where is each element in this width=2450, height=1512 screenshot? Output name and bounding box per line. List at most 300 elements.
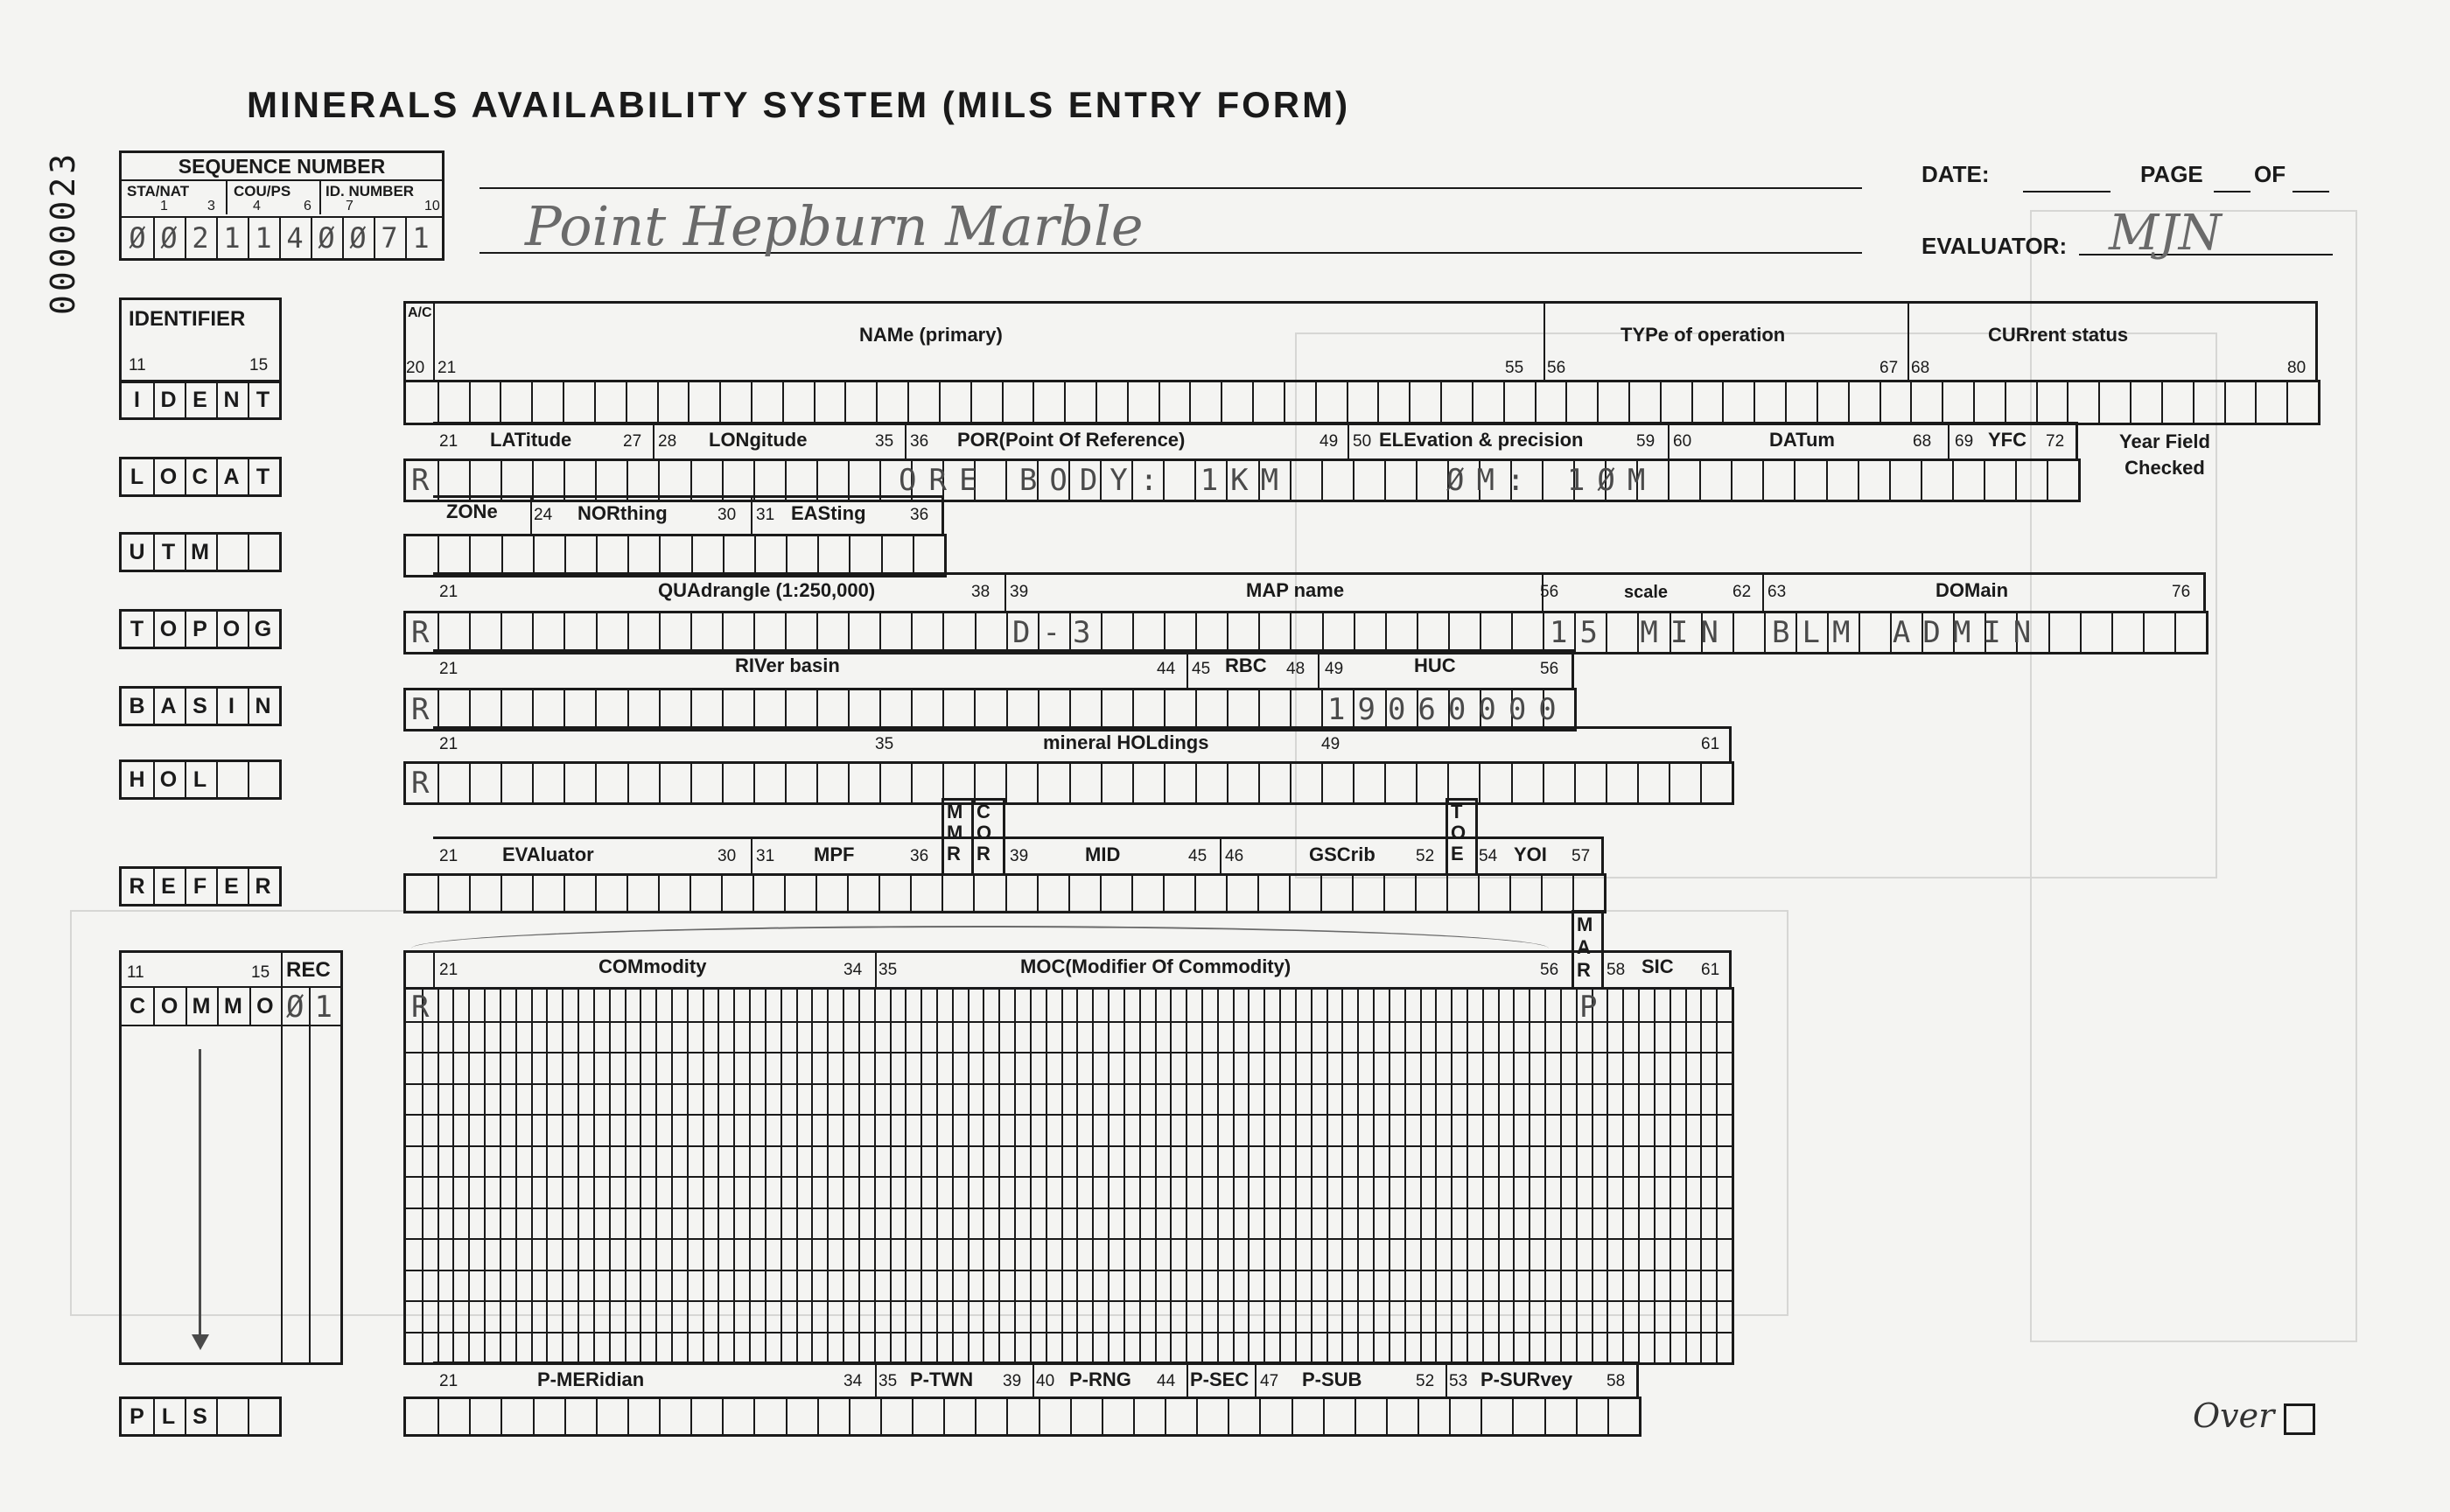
map-name-value: D-3 <box>1012 615 1103 650</box>
hol-cell-divider <box>942 764 944 802</box>
hol-cell-divider <box>1543 764 1544 802</box>
ident-cell-divider <box>1754 382 1755 423</box>
hol-cell-divider <box>1195 764 1197 802</box>
sequence-number-box: SEQUENCE NUMBER STA/NAT COU/PS ID. NUMBER 1 3 4 6 7 10 Ø Ø 2 1 1 4 Ø Ø 7 1 <box>119 150 444 261</box>
easting-label: EASting <box>791 502 866 524</box>
commo-row-divider <box>406 1114 1732 1116</box>
refer-cell-divider <box>942 876 943 911</box>
mar-value: P <box>1579 990 1598 1025</box>
down-arrow-icon <box>199 1049 201 1338</box>
refer-cell-divider <box>1005 876 1007 911</box>
basin-cell-divider <box>1258 690 1260 729</box>
locat-cell-divider <box>1668 461 1670 500</box>
row-code-letter: R <box>129 873 146 899</box>
pls-cell-divider <box>1354 1399 1356 1434</box>
commo-row-divider <box>406 1300 1732 1302</box>
refer-cell-divider <box>1383 876 1385 911</box>
refer-cell-divider <box>500 876 502 911</box>
row-code-letter <box>248 1399 279 1434</box>
quadrangle-label: QUAdrangle (1:250,000) <box>658 579 876 601</box>
cor-label: COR <box>976 801 992 864</box>
locat-cell-divider <box>1826 461 1828 500</box>
mar-label: MAR <box>1577 914 1593 981</box>
hol-cell-divider <box>690 764 692 802</box>
ident-cell-divider <box>782 382 784 423</box>
river-basin-label: RIVer basin <box>735 654 840 676</box>
ident-cell-divider <box>719 382 721 423</box>
topog-cell-divider <box>1227 613 1228 652</box>
row-code-letter: L <box>130 464 145 489</box>
basin-cell-divider <box>1069 690 1071 729</box>
topog-cell-divider <box>1511 613 1513 652</box>
utm-grid[interactable] <box>403 534 947 578</box>
topog-cell-divider <box>722 613 724 652</box>
topog-cell-divider <box>942 613 944 652</box>
topog-cell-divider <box>690 613 692 652</box>
refer-cell-divider <box>1226 876 1228 911</box>
pls-cell-divider <box>912 1399 914 1434</box>
date-label: DATE: <box>1922 161 1990 187</box>
pls-cell-divider <box>564 1399 566 1434</box>
refer-cell-divider <box>1509 876 1511 911</box>
topog-cell-divider <box>1290 613 1292 652</box>
ident-cell-divider <box>1032 382 1034 423</box>
pls-cell-divider <box>817 1399 819 1434</box>
row-code-pls <box>119 1396 282 1437</box>
topog-cell-divider <box>2111 613 2113 652</box>
refer-cell-divider <box>752 876 754 911</box>
row-code-letter: O <box>159 616 178 641</box>
pls-cell-divider <box>533 1399 535 1434</box>
utm-cell-divider <box>659 536 661 575</box>
topog-cell-divider <box>2048 613 2050 652</box>
locat-cell-divider <box>785 461 787 500</box>
row-code-topog <box>119 609 282 649</box>
refer-cell-divider <box>1352 876 1354 911</box>
pls-cell-divider <box>722 1399 724 1434</box>
hol-cell-divider <box>1479 764 1480 802</box>
pls-cell-divider <box>1544 1399 1546 1434</box>
row-code-letter: N <box>223 387 241 412</box>
commo-code-letter: M <box>192 993 211 1018</box>
form-paper: MINERALS AVAILABILITY SYSTEM (MILS ENTRY FORM) 0000023 SEQUENCE NUMBER STA/NAT COU/PS ID. NUMBER 1 3 4 6 7 10 Ø Ø 2 1 1 4 Ø Ø 7 1 Point Hepburn Marble DATE: PAGE OF EVALUATOR: MJN IDENTIFIER 11 15 I D E N T L O C A T U T M T O P O G B A S I N H O L R E F E R P L S A/C 20 21 NAMe (primary) 55 56 TYPe of operation 67 68 CURrent status 80 21 LATitude 27 28 LONgitude 35 36 POR(Point Of Reference) 49 50 ELEvation & precision 59 60 DATum 68 69 YFC 72 Year Field Checked R ORE BODY: 1KM ØM: 1ØM ZONe 24 NORthing 30 31 EASting 36 21 QUAdrangle (1:250,000) 38 39 MAP name 56 scale 62 63 DOMain 76 R D-3 15 MIN BLM ADMIN 21 RIVer basin 44 45 RBC 48 49 HUC 56 R 19060000 21 35 mineral HOLdings 49 61 R 21 EVAluator 30 31 MPF 36 MMR COR 39 MID 45 46 GSCrib 52 TOE 54 YOI 57 11 15 REC Ø1 C O M M O 21 COMmodity 34 35 MOC(Modifier Of Commodity) 56 MAR 58 SIC 61 R P 21 P-MERidian 34 35 P-TWN 39 40 P-RNG 44 P-SEC 47 P-SUB 52 53 P-SURvey 58 Over <box>0 0 2450 1512</box>
pls-cell-divider <box>659 1399 661 1434</box>
ident-cell-divider <box>1284 382 1285 423</box>
domain-value: BLM ADMIN <box>1772 615 2044 650</box>
hol-cell-divider <box>1669 764 1670 802</box>
page-label: PAGE <box>2140 161 2203 187</box>
hol-cell-divider <box>1164 764 1166 802</box>
refer-cell-divider <box>1131 876 1133 911</box>
hol-cell-divider <box>1290 764 1292 802</box>
ident-cell-divider <box>1691 382 1693 423</box>
hol-ac-value: R <box>411 766 442 801</box>
hol-cell-divider <box>1353 764 1354 802</box>
hol-cell-divider <box>816 764 818 802</box>
mineral-holdings-label: mineral HOLdings <box>1043 732 1209 753</box>
utm-cell-divider <box>469 536 471 575</box>
pls-cell-divider <box>1228 1399 1229 1434</box>
row-code-letter: G <box>254 616 273 641</box>
refer-cell-divider <box>1541 876 1543 911</box>
ident-cell-divider <box>876 382 878 423</box>
domain-label: DOMain <box>1936 579 2009 601</box>
ident-cell-divider <box>1597 382 1599 423</box>
topog-cell-divider <box>1132 613 1134 652</box>
locat-cell-divider <box>1952 461 1954 500</box>
ident-cell-divider <box>1315 382 1317 423</box>
hol-cell-divider <box>1700 764 1702 802</box>
ident-cell-divider <box>469 382 471 423</box>
ident-cell-divider <box>2224 382 2226 423</box>
refer-cell-divider <box>1100 876 1102 911</box>
elevation-label: ELEvation & precision <box>1379 429 1584 451</box>
row-code-letter: P <box>130 1404 145 1429</box>
topog-cell-divider <box>1417 613 1418 652</box>
utm-cell-divider <box>627 536 629 575</box>
ident-cell-divider <box>1409 382 1410 423</box>
commo-code-letter: O <box>160 993 178 1018</box>
hol-cell-divider <box>1227 764 1228 802</box>
hol-cell-divider <box>564 764 565 802</box>
p-rng-label: P-RNG <box>1069 1368 1131 1390</box>
utm-cell-divider <box>723 536 724 575</box>
sequence-digit: 1 <box>223 221 241 255</box>
hol-cell-divider <box>1069 764 1071 802</box>
locat-cell-divider <box>658 461 660 500</box>
basin-cell-divider <box>974 690 976 729</box>
ident-cell-divider <box>844 382 846 423</box>
row-code-hol <box>119 760 282 800</box>
ident-cell-divider <box>1816 382 1818 423</box>
pls-cell-divider <box>1165 1399 1166 1434</box>
hol-cell-divider <box>974 764 976 802</box>
hol-cell-divider <box>1132 764 1134 802</box>
hol-cell-divider <box>1258 764 1260 802</box>
ident-cell-divider <box>1910 382 1912 423</box>
commo-row-divider <box>406 1238 1732 1240</box>
of-label: OF <box>2254 161 2286 187</box>
topog-cell-divider <box>1322 613 1324 652</box>
ident-cell-divider <box>2067 382 2068 423</box>
ident-cell-divider <box>814 382 816 423</box>
utm-cell-divider <box>691 536 693 575</box>
pls-cell-divider <box>1386 1399 1388 1434</box>
pls-cell-divider <box>438 1399 439 1434</box>
huc-value: 19060000 <box>1327 692 1569 727</box>
refer-cell-divider <box>658 876 660 911</box>
topog-cell-divider <box>1543 613 1544 652</box>
refer-cell-divider <box>816 876 817 911</box>
topog-cell-divider <box>848 613 850 652</box>
sic-label: SIC <box>1642 956 1674 977</box>
refer-grid[interactable] <box>403 873 1606 914</box>
refer-cell-divider <box>1320 876 1322 911</box>
row-code-letter: T <box>256 464 271 489</box>
ident-grid[interactable] <box>403 380 2320 425</box>
pls-cell-divider <box>1323 1399 1325 1434</box>
name-primary-label: NAMe (primary) <box>859 324 1003 346</box>
ident-cell-divider <box>1189 382 1191 423</box>
basin-ac-value: R <box>411 692 442 727</box>
gscrib-label: GSCrib <box>1309 844 1376 865</box>
ident-cell-divider <box>939 382 941 423</box>
pls-cell-divider <box>596 1399 598 1434</box>
row-code-letter: T <box>161 539 177 564</box>
pls-cell-divider <box>1449 1399 1451 1434</box>
ident-cell-divider <box>1880 382 1881 423</box>
ident-cell-divider <box>1973 382 1975 423</box>
row-code-letter: R <box>255 873 272 899</box>
locat-cell-divider <box>753 461 755 500</box>
hol-cell-divider <box>1511 764 1513 802</box>
row-code-letter: E <box>192 387 208 412</box>
topog-grid[interactable] <box>403 611 2208 654</box>
row-code-letter: S <box>192 1404 208 1429</box>
header-line-top <box>480 187 1862 189</box>
hol-grid[interactable] <box>403 761 1734 805</box>
commo-code-letter: M <box>223 993 242 1018</box>
row-code-letter: P <box>192 616 208 641</box>
topog-cell-divider <box>1195 613 1197 652</box>
p-sec-label: P-SEC <box>1190 1368 1250 1390</box>
scale-label: scale <box>1624 583 1669 602</box>
locat-cell-divider <box>1699 461 1701 500</box>
mid-label: MID <box>1085 844 1121 865</box>
utm-cell-divider <box>438 536 439 575</box>
refer-cell-divider <box>626 876 628 911</box>
utm-cell-divider <box>754 536 756 575</box>
pls-cell-divider <box>500 1399 502 1434</box>
ac-label: A/C <box>408 305 432 320</box>
pls-cell-divider <box>975 1399 976 1434</box>
refer-cell-divider <box>1478 876 1480 911</box>
locat-cell-divider <box>1984 461 1985 500</box>
locat-cell-divider <box>816 461 818 500</box>
basin-cell-divider <box>911 690 913 729</box>
utm-cell-divider <box>564 536 566 575</box>
refer-cell-divider <box>532 876 534 911</box>
topog-cell-divider <box>469 613 471 652</box>
latitude-label: LATitude <box>490 429 572 451</box>
sequence-digit: Ø <box>349 221 367 255</box>
basin-cell-divider <box>627 690 629 729</box>
pls-cell-divider <box>786 1399 788 1434</box>
locat-cell-divider <box>1889 461 1891 500</box>
ident-cell-divider <box>1002 382 1004 423</box>
sequence-digit: Ø <box>318 221 335 255</box>
locat-cell-divider <box>1321 461 1323 500</box>
evaluator-field-label: EVAluator <box>502 844 594 865</box>
basin-cell-divider <box>1227 690 1228 729</box>
topog-cell-divider <box>1164 613 1166 652</box>
yfc-label: YFC <box>1988 429 2026 451</box>
datum-label: DATum <box>1769 429 1835 451</box>
year-field-checked-note: Year Field Checked <box>2119 430 2210 479</box>
commo-row-divider <box>406 1145 1732 1147</box>
commo-row-divider <box>406 1052 1732 1054</box>
utm-cell-divider <box>533 536 535 575</box>
ident-cell-divider <box>907 382 909 423</box>
refer-cell-divider <box>690 876 691 911</box>
topog-cell-divider <box>753 613 755 652</box>
hol-cell-divider <box>1384 764 1386 802</box>
longitude-label: LONgitude <box>709 429 808 451</box>
ident-cell-divider <box>563 382 564 423</box>
evaluator-label: EVALUATOR: <box>1922 233 2068 259</box>
utm-cell-divider <box>913 536 914 575</box>
evaluator-value: MJN <box>2109 205 2222 262</box>
hol-cell-divider <box>1321 764 1323 802</box>
locat-cell-divider <box>1353 461 1354 500</box>
over-label: Over <box>2193 1396 2275 1435</box>
locat-cell-divider <box>532 461 534 500</box>
refer-cell-divider <box>784 876 786 911</box>
pls-cell-divider <box>690 1399 692 1434</box>
ident-cell-divider <box>438 382 439 423</box>
refer-cell-divider <box>973 876 975 911</box>
p-sub-label: P-SUB <box>1302 1368 1362 1390</box>
over-checkbox[interactable] <box>2284 1404 2315 1435</box>
topog-cell-divider <box>975 613 976 652</box>
ident-cell-divider <box>2193 382 2194 423</box>
basin-cell-divider <box>532 690 534 729</box>
hol-cell-divider <box>500 764 502 802</box>
locat-cell-divider <box>1762 461 1764 500</box>
ident-cell-divider <box>1440 382 1442 423</box>
locat-ac-value: R <box>411 463 442 498</box>
locat-cell-divider <box>1731 461 1732 500</box>
ident-cell-divider <box>500 382 501 423</box>
ident-cell-divider <box>1565 382 1567 423</box>
basin-cell-divider <box>690 690 692 729</box>
row-code-letter: F <box>192 873 208 899</box>
basin-grid[interactable] <box>403 688 1577 732</box>
hol-cell-divider <box>722 764 724 802</box>
topog-cell-divider <box>596 613 598 652</box>
ident-cell-divider <box>1127 382 1129 423</box>
topog-cell-divider <box>879 613 881 652</box>
topog-cell-divider <box>1448 613 1450 652</box>
topog-cell-divider <box>659 613 661 652</box>
ident-cell-divider <box>626 382 627 423</box>
topog-cell-divider <box>627 613 629 652</box>
row-code-letter: I <box>228 693 235 718</box>
ident-cell-divider <box>1848 382 1850 423</box>
row-code-letter: B <box>129 693 146 718</box>
sequence-digit: 7 <box>381 221 398 255</box>
pls-cell-divider <box>469 1399 471 1434</box>
topog-cell-divider <box>1385 613 1387 652</box>
ident-cell-divider <box>2161 382 2163 423</box>
pls-cell-divider <box>1102 1399 1103 1434</box>
basin-cell-divider <box>469 690 471 729</box>
rec-value: Ø1 <box>286 990 343 1025</box>
refer-cell-divider <box>721 876 723 911</box>
pls-cell-divider <box>880 1399 882 1434</box>
commo-grid[interactable] <box>403 987 1734 1365</box>
identifier-title: IDENTIFIER <box>129 307 246 331</box>
row-code-letter: E <box>161 873 177 899</box>
pls-cell-divider <box>1070 1399 1072 1434</box>
locat-cell-divider <box>2015 461 2017 500</box>
row-code-letter: L <box>192 766 208 792</box>
basin-cell-divider <box>785 690 787 729</box>
ident-cell-divider <box>1660 382 1662 423</box>
moc-label: MOC(Modifier Of Commodity) <box>1020 956 1292 977</box>
northing-label: NORthing <box>578 502 668 524</box>
topog-cell-divider <box>2143 613 2145 652</box>
pls-cell-divider <box>1418 1399 1419 1434</box>
row-code-letter: C <box>192 464 209 489</box>
commo-identifier-box: 11 15 REC Ø1 C O M M O <box>119 950 343 1365</box>
pls-cell-divider <box>1607 1399 1609 1434</box>
current-status-label: CURrent status <box>1988 324 2129 346</box>
rec-label: REC <box>286 958 331 982</box>
pls-cell-divider <box>1259 1399 1261 1434</box>
refer-cell-divider <box>1068 876 1070 911</box>
commo-row-divider <box>406 1021 1732 1023</box>
topog-cell-divider <box>911 613 913 652</box>
pls-cell-divider <box>1196 1399 1198 1434</box>
commo-row-divider <box>406 1176 1732 1178</box>
ident-cell-divider <box>594 382 596 423</box>
locat-cell-divider <box>2047 461 2048 500</box>
refer-cell-divider <box>878 876 880 911</box>
topog-cell-divider <box>1006 613 1008 652</box>
ident-cell-divider <box>1503 382 1505 423</box>
ident-cell-divider <box>1942 382 1943 423</box>
ident-cell-divider <box>2255 382 2257 423</box>
topog-cell-divider <box>1354 613 1355 652</box>
basin-cell-divider <box>753 690 755 729</box>
locat-cell-divider <box>879 461 881 500</box>
row-code-letter: T <box>130 616 145 641</box>
row-code-letter: O <box>159 464 178 489</box>
utm-cell-divider <box>596 536 598 575</box>
utm-cell-divider <box>501 536 503 575</box>
row-code-letter: O <box>222 616 242 641</box>
pls-grid[interactable] <box>403 1396 1642 1437</box>
hol-cell-divider <box>785 764 787 802</box>
pls-cell-divider <box>1480 1399 1482 1434</box>
zone-label: ZONe <box>446 500 498 522</box>
id-number-label: ID. NUMBER <box>326 183 415 200</box>
row-code-letter <box>248 762 279 797</box>
row-code-letter: I <box>134 387 141 412</box>
form-title: MINERALS AVAILABILITY SYSTEM (MILS ENTRY FORM) <box>247 84 1351 125</box>
basin-cell-divider <box>659 690 661 729</box>
sequence-digit: 4 <box>286 221 304 255</box>
ident-cell-divider <box>2130 382 2132 423</box>
sequence-digit: Ø <box>160 221 178 255</box>
refer-cell-divider <box>595 876 597 911</box>
topog-cell-divider <box>785 613 787 652</box>
down-arrowhead-icon <box>192 1334 209 1350</box>
ident-cell-divider <box>657 382 659 423</box>
hol-cell-divider <box>1101 764 1102 802</box>
basin-cell-divider <box>942 690 944 729</box>
row-code-utm <box>119 532 282 572</box>
sequence-title: SEQUENCE NUMBER <box>178 155 386 178</box>
yoi-label: YOI <box>1514 844 1547 865</box>
row-code-locat <box>119 457 282 497</box>
ident-cell-divider <box>1722 382 1724 423</box>
commo-row-divider <box>406 1332 1732 1334</box>
locat-cell-divider <box>1858 461 1859 500</box>
topog-cell-divider <box>1764 613 1766 652</box>
por-value: ORE BODY: 1KM <box>899 463 1292 498</box>
